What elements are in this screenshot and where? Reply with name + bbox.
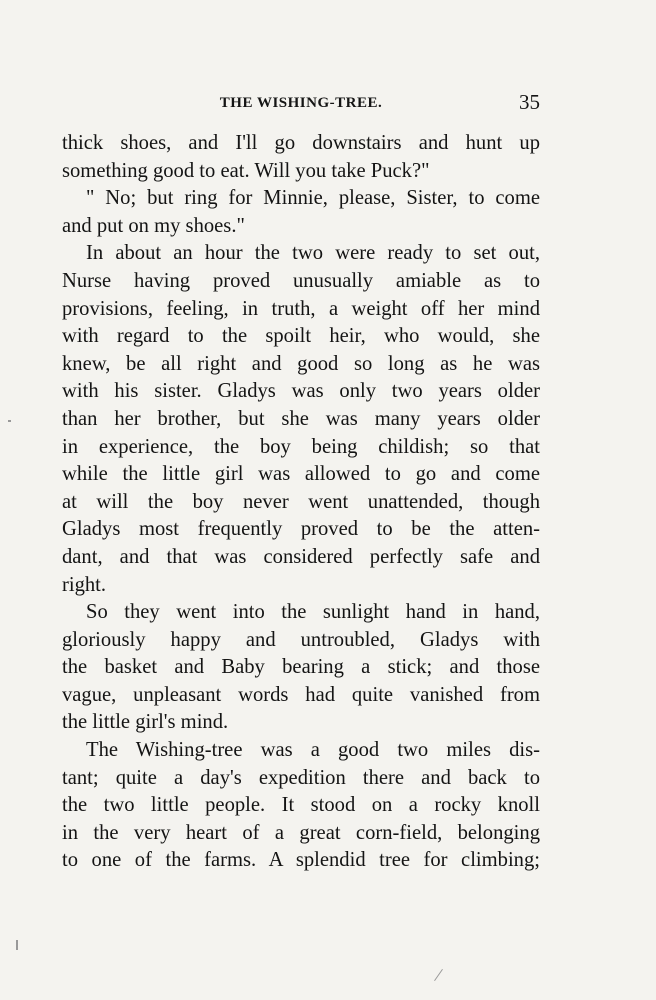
scan-speck: [16, 940, 18, 950]
text-line: in the very heart of a great corn-field, belonging: [62, 821, 540, 844]
text-line: So they went into the sunlight hand in hand,: [86, 601, 540, 624]
text-line: dant, and that was considered perfectly safe and: [62, 545, 540, 568]
running-title: THE WISHING-TREE.: [219, 95, 383, 111]
text-line: In about an hour the two were ready to set out,: [86, 242, 540, 265]
text-line: Nurse having proved unusually amiable as to: [62, 269, 540, 292]
text-line: vague, unpleasant words had quite vanished from: [62, 683, 540, 706]
text-line: while the little girl was allowed to go and come: [62, 463, 540, 486]
text-line: Gladys most frequently proved to be the atten-: [62, 518, 540, 541]
body-text: [62, 130, 540, 875]
text-line: right.: [62, 573, 107, 596]
text-line: with regard to the spoilt heir, who would, she: [62, 325, 540, 348]
text-line: The Wishing-tree was a good two miles dis-: [86, 739, 540, 762]
text-line: in experience, the boy being childish; so that: [62, 435, 540, 458]
scan-speck: [434, 969, 443, 981]
text-line: thick shoes, and I'll go downstairs and hunt up: [62, 132, 540, 154]
text-line: gloriously happy and untroubled, Gladys with: [62, 628, 540, 651]
scan-speck: [8, 420, 11, 422]
text-line: provisions, feeling, in truth, a weight off her mind: [62, 297, 540, 320]
text-line: with his sister. Gladys was only two years older: [62, 380, 540, 403]
text-line: the two little people. It stood on a rocky knoll: [62, 794, 540, 817]
text-line: the little girl's mind.: [62, 711, 229, 734]
text-line: to one of the farms. A splendid tree for climbing;: [62, 849, 540, 872]
text-line: at will the boy never went unattended, though: [62, 490, 540, 513]
text-line: " No; but ring for Minnie, please, Sister, to come: [86, 187, 540, 210]
text-line: than her brother, but she was many years older: [62, 407, 540, 430]
running-head: [62, 92, 540, 116]
text-line: and put on my shoes.": [62, 214, 245, 237]
text-line: something good to eat. Will you take Puck?": [62, 159, 430, 182]
text-line: the basket and Baby bearing a stick; and those: [62, 656, 540, 679]
page-number: 35: [519, 90, 540, 114]
text-line: tant; quite a day's expedition there and back to: [62, 766, 540, 789]
text-line: knew, be all right and good so long as he was: [62, 352, 540, 375]
